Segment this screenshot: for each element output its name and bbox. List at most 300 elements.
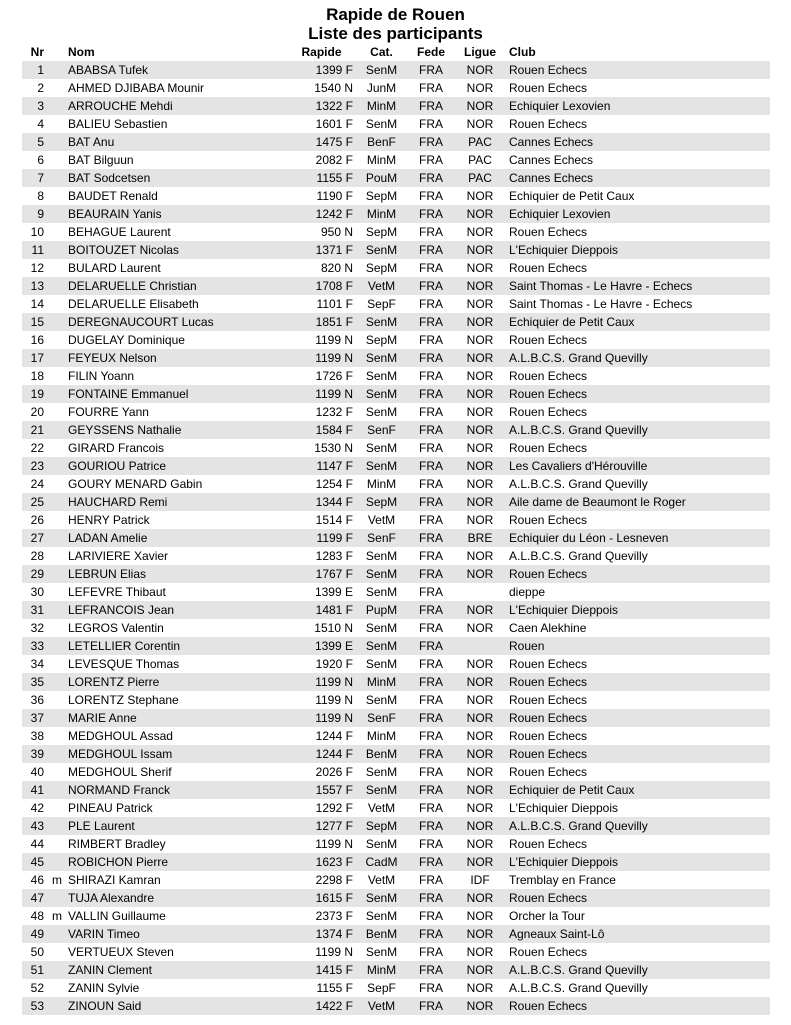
cell-ligue: NOR (452, 691, 508, 709)
cell-mark (44, 259, 68, 277)
cell-nr: 26 (22, 511, 44, 529)
cell-fede: FRA (410, 493, 452, 511)
table-row (22, 979, 770, 997)
cell-club: Agneaux Saint-Lô (508, 925, 770, 943)
cell-nom: ARROUCHE Mehdi (68, 97, 290, 115)
cell-mark (44, 997, 68, 1015)
cell-rapide: 1415 F (290, 961, 353, 979)
cell-rapide: 2082 F (290, 151, 353, 169)
cell-rapide: 1708 F (290, 277, 353, 295)
cell-rapide: 1283 F (290, 547, 353, 565)
cell-nom: LETELLIER Corentin (68, 637, 290, 655)
cell-cat: MinM (353, 961, 410, 979)
cell-fede: FRA (410, 205, 452, 223)
cell-cat: SenM (353, 691, 410, 709)
cell-rapide: 1920 F (290, 655, 353, 673)
cell-mark (44, 727, 68, 745)
cell-cat: SenM (353, 619, 410, 637)
cell-rapide: 820 N (290, 259, 353, 277)
table-row (22, 547, 770, 565)
cell-fede: FRA (410, 853, 452, 871)
cell-ligue: NOR (452, 799, 508, 817)
cell-nom: PINEAU Patrick (68, 799, 290, 817)
cell-cat: BenF (353, 133, 410, 151)
cell-cat: MinM (353, 475, 410, 493)
cell-rapide: 2026 F (290, 763, 353, 781)
cell-nr: 25 (22, 493, 44, 511)
table-row (22, 331, 770, 349)
cell-rapide: 1584 F (290, 421, 353, 439)
cell-ligue: NOR (452, 565, 508, 583)
cell-nom: GOURIOU Patrice (68, 457, 290, 475)
cell-rapide: 1155 F (290, 169, 353, 187)
cell-club: Cannes Echecs (508, 151, 770, 169)
cell-nom: LARIVIERE Xavier (68, 547, 290, 565)
cell-club: Rouen Echecs (508, 565, 770, 583)
cell-nom: FEYEUX Nelson (68, 349, 290, 367)
cell-club: Rouen Echecs (508, 997, 770, 1015)
cell-ligue: NOR (452, 349, 508, 367)
cell-nr: 4 (22, 115, 44, 133)
cell-fede: FRA (410, 259, 452, 277)
cell-cat: MinM (353, 151, 410, 169)
cell-nr: 53 (22, 997, 44, 1015)
cell-ligue: NOR (452, 295, 508, 313)
cell-nr: 9 (22, 205, 44, 223)
cell-mark (44, 313, 68, 331)
cell-club: Rouen Echecs (508, 745, 770, 763)
cell-nom: HAUCHARD Remi (68, 493, 290, 511)
cell-ligue: NOR (452, 997, 508, 1015)
cell-rapide: 1540 N (290, 79, 353, 97)
cell-nom: AHMED DJIBABA Mounir (68, 79, 290, 97)
cell-cat: SenM (353, 655, 410, 673)
cell-nom: MEDGHOUL Issam (68, 745, 290, 763)
cell-rapide: 1199 N (290, 349, 353, 367)
cell-rapide: 1199 N (290, 835, 353, 853)
table-row (22, 205, 770, 223)
cell-rapide: 1244 F (290, 727, 353, 745)
cell-nom: RIMBERT Bradley (68, 835, 290, 853)
cell-ligue: NOR (452, 781, 508, 799)
table-row (22, 583, 770, 601)
cell-club: Rouen Echecs (508, 673, 770, 691)
cell-rapide: 950 N (290, 223, 353, 241)
cell-ligue: NOR (452, 241, 508, 259)
cell-club: Tremblay en France (508, 871, 770, 889)
cell-ligue: NOR (452, 331, 508, 349)
cell-rapide: 1147 F (290, 457, 353, 475)
cell-ligue: NOR (452, 853, 508, 871)
cell-fede: FRA (410, 961, 452, 979)
cell-cat: MinM (353, 727, 410, 745)
cell-nom: BEAURAIN Yanis (68, 205, 290, 223)
cell-fede: FRA (410, 925, 452, 943)
cell-nom: LEFEVRE Thibaut (68, 583, 290, 601)
cell-fede: FRA (410, 133, 452, 151)
cell-rapide: 1199 F (290, 529, 353, 547)
cell-ligue: NOR (452, 439, 508, 457)
cell-ligue: NOR (452, 457, 508, 475)
cell-rapide: 2298 F (290, 871, 353, 889)
cell-club: Rouen Echecs (508, 403, 770, 421)
cell-rapide: 1155 F (290, 979, 353, 997)
cell-nom: GOURY MENARD Gabin (68, 475, 290, 493)
cell-nr: 14 (22, 295, 44, 313)
table-row (22, 223, 770, 241)
cell-club: Rouen Echecs (508, 709, 770, 727)
cell-club: Rouen Echecs (508, 835, 770, 853)
table-row (22, 619, 770, 637)
cell-club: A.L.B.C.S. Grand Quevilly (508, 547, 770, 565)
cell-club: Rouen Echecs (508, 367, 770, 385)
table-row (22, 763, 770, 781)
cell-nom: DELARUELLE Christian (68, 277, 290, 295)
table-row (22, 727, 770, 745)
cell-nom: ZANIN Clement (68, 961, 290, 979)
cell-fede: FRA (410, 727, 452, 745)
cell-fede: FRA (410, 241, 452, 259)
table-row (22, 907, 770, 925)
cell-fede: FRA (410, 781, 452, 799)
cell-ligue (452, 583, 508, 601)
cell-ligue: NOR (452, 709, 508, 727)
cell-club: Echiquier de Petit Caux (508, 187, 770, 205)
cell-nom: MEDGHOUL Assad (68, 727, 290, 745)
cell-ligue: NOR (452, 187, 508, 205)
cell-mark (44, 889, 68, 907)
cell-ligue: NOR (452, 673, 508, 691)
cell-nr: 22 (22, 439, 44, 457)
table-row (22, 817, 770, 835)
cell-rapide: 1254 F (290, 475, 353, 493)
table-row (22, 835, 770, 853)
cell-fede: FRA (410, 421, 452, 439)
table-row (22, 259, 770, 277)
cell-fede: FRA (410, 601, 452, 619)
col-header-nr: Nr (30, 45, 44, 59)
cell-nom: BALIEU Sebastien (68, 115, 290, 133)
cell-nr: 32 (22, 619, 44, 637)
cell-rapide: 1399 E (290, 583, 353, 601)
cell-club: Echiquier Lexovien (508, 205, 770, 223)
cell-rapide: 1530 N (290, 439, 353, 457)
cell-fede: FRA (410, 115, 452, 133)
cell-mark (44, 835, 68, 853)
cell-nom: BULARD Laurent (68, 259, 290, 277)
cell-rapide: 1292 F (290, 799, 353, 817)
cell-mark (44, 583, 68, 601)
cell-cat: SepM (353, 493, 410, 511)
cell-rapide: 1481 F (290, 601, 353, 619)
cell-nr: 10 (22, 223, 44, 241)
cell-ligue: NOR (452, 79, 508, 97)
cell-cat: SenM (353, 781, 410, 799)
cell-nr: 43 (22, 817, 44, 835)
cell-cat: JunM (353, 79, 410, 97)
cell-nr: 24 (22, 475, 44, 493)
cell-nr: 15 (22, 313, 44, 331)
cell-fede: FRA (410, 349, 452, 367)
cell-club: Echiquier de Petit Caux (508, 313, 770, 331)
cell-fede: FRA (410, 871, 452, 889)
table-row (22, 961, 770, 979)
cell-rapide: 1344 F (290, 493, 353, 511)
cell-club: Orcher la Tour (508, 907, 770, 925)
table-row (22, 61, 770, 79)
cell-nom: DEREGNAUCOURT Lucas (68, 313, 290, 331)
table-row (22, 169, 770, 187)
cell-club: L'Echiquier Dieppois (508, 853, 770, 871)
cell-nr: 1 (22, 61, 44, 79)
cell-nr: 12 (22, 259, 44, 277)
cell-nr: 37 (22, 709, 44, 727)
cell-club: Echiquier de Petit Caux (508, 781, 770, 799)
table-row (22, 349, 770, 367)
cell-nr: 17 (22, 349, 44, 367)
cell-mark (44, 619, 68, 637)
table-row (22, 79, 770, 97)
cell-cat: SenM (353, 835, 410, 853)
table-row (22, 529, 770, 547)
cell-nr: 40 (22, 763, 44, 781)
cell-ligue: NOR (452, 655, 508, 673)
table-row (22, 997, 770, 1015)
cell-mark (44, 943, 68, 961)
cell-nr: 33 (22, 637, 44, 655)
cell-club: Rouen Echecs (508, 115, 770, 133)
cell-rapide: 1199 N (290, 709, 353, 727)
cell-nom: LEBRUN Elias (68, 565, 290, 583)
table-row (22, 457, 770, 475)
cell-cat: SenM (353, 943, 410, 961)
cell-nom: BAT Anu (68, 133, 290, 151)
cell-ligue: IDF (452, 871, 508, 889)
cell-cat: VetM (353, 997, 410, 1015)
cell-cat: SenF (353, 709, 410, 727)
cell-nom: LEVESQUE Thomas (68, 655, 290, 673)
cell-club: dieppe (508, 583, 770, 601)
cell-ligue: NOR (452, 61, 508, 79)
cell-fede: FRA (410, 403, 452, 421)
cell-mark (44, 169, 68, 187)
cell-cat: SepM (353, 187, 410, 205)
cell-nom: LEFRANCOIS Jean (68, 601, 290, 619)
table-row (22, 511, 770, 529)
table-row (22, 493, 770, 511)
cell-mark (44, 493, 68, 511)
cell-cat: SenM (353, 583, 410, 601)
cell-fede: FRA (410, 331, 452, 349)
cell-ligue: NOR (452, 889, 508, 907)
cell-ligue: NOR (452, 979, 508, 997)
cell-rapide: 1615 F (290, 889, 353, 907)
cell-nom: MEDGHOUL Sherif (68, 763, 290, 781)
cell-nom: LORENTZ Stephane (68, 691, 290, 709)
cell-cat: MinM (353, 673, 410, 691)
page-subtitle: Liste des participants (308, 24, 483, 43)
cell-rapide: 1422 F (290, 997, 353, 1015)
cell-ligue: NOR (452, 601, 508, 619)
cell-fede: FRA (410, 943, 452, 961)
cell-mark (44, 421, 68, 439)
cell-cat: VetM (353, 511, 410, 529)
cell-club: Rouen Echecs (508, 259, 770, 277)
cell-nr: 28 (22, 547, 44, 565)
cell-ligue: PAC (452, 151, 508, 169)
col-header-ligue: Ligue (464, 45, 496, 59)
cell-cat: SepM (353, 817, 410, 835)
cell-nr: 48 (22, 907, 44, 925)
cell-nr: 44 (22, 835, 44, 853)
cell-ligue: NOR (452, 313, 508, 331)
header (0, 0, 791, 43)
cell-nom: ROBICHON Pierre (68, 853, 290, 871)
participants-table (22, 43, 770, 1015)
cell-fede: FRA (410, 475, 452, 493)
cell-nom: FONTAINE Emmanuel (68, 385, 290, 403)
cell-nom: VALLIN Guillaume (68, 907, 290, 925)
cell-ligue: NOR (452, 97, 508, 115)
cell-nr: 31 (22, 601, 44, 619)
cell-fede: FRA (410, 979, 452, 997)
cell-rapide: 1514 F (290, 511, 353, 529)
cell-rapide: 1244 F (290, 745, 353, 763)
cell-nr: 8 (22, 187, 44, 205)
cell-nr: 11 (22, 241, 44, 259)
cell-rapide: 1199 N (290, 385, 353, 403)
cell-nom: LORENTZ Pierre (68, 673, 290, 691)
table-row (22, 421, 770, 439)
cell-mark (44, 601, 68, 619)
cell-cat: SenM (353, 403, 410, 421)
cell-rapide: 1232 F (290, 403, 353, 421)
cell-club: A.L.B.C.S. Grand Quevilly (508, 475, 770, 493)
cell-club: A.L.B.C.S. Grand Quevilly (508, 817, 770, 835)
cell-fede: FRA (410, 277, 452, 295)
cell-nr: 49 (22, 925, 44, 943)
cell-cat: SepF (353, 979, 410, 997)
cell-club: L'Echiquier Dieppois (508, 241, 770, 259)
table-row (22, 241, 770, 259)
cell-ligue: NOR (452, 259, 508, 277)
cell-mark (44, 349, 68, 367)
cell-mark (44, 205, 68, 223)
cell-ligue: NOR (452, 493, 508, 511)
cell-mark (44, 439, 68, 457)
cell-fede: FRA (410, 367, 452, 385)
cell-mark (44, 511, 68, 529)
cell-ligue (452, 637, 508, 655)
cell-club: Rouen Echecs (508, 61, 770, 79)
cell-fede: FRA (410, 763, 452, 781)
cell-ligue: NOR (452, 421, 508, 439)
cell-fede: FRA (410, 385, 452, 403)
cell-club: Rouen Echecs (508, 79, 770, 97)
cell-club: Rouen Echecs (508, 439, 770, 457)
table-row (22, 187, 770, 205)
cell-nom: FILIN Yoann (68, 367, 290, 385)
cell-rapide: 1242 F (290, 205, 353, 223)
cell-ligue: NOR (452, 907, 508, 925)
cell-nom: DUGELAY Dominique (68, 331, 290, 349)
cell-ligue: NOR (452, 511, 508, 529)
cell-cat: SenF (353, 529, 410, 547)
cell-mark (44, 799, 68, 817)
cell-mark (44, 403, 68, 421)
cell-fede: FRA (410, 745, 452, 763)
cell-nr: 3 (22, 97, 44, 115)
cell-fede: FRA (410, 673, 452, 691)
cell-nom: ZINOUN Said (68, 997, 290, 1015)
cell-mark (44, 961, 68, 979)
table-row (22, 925, 770, 943)
cell-mark (44, 475, 68, 493)
cell-cat: SenM (353, 367, 410, 385)
cell-club: Rouen Echecs (508, 691, 770, 709)
cell-rapide: 1399 F (290, 61, 353, 79)
cell-mark (44, 565, 68, 583)
cell-nr: 47 (22, 889, 44, 907)
cell-mark (44, 97, 68, 115)
cell-rapide: 1190 F (290, 187, 353, 205)
col-header-nom: Nom (68, 45, 95, 59)
cell-nom: SHIRAZI Kamran (68, 871, 290, 889)
cell-mark (44, 979, 68, 997)
cell-club: Cannes Echecs (508, 169, 770, 187)
cell-nom: VERTUEUX Steven (68, 943, 290, 961)
cell-cat: SenM (353, 385, 410, 403)
table-row (22, 295, 770, 313)
cell-nr: 50 (22, 943, 44, 961)
cell-nom: LADAN Amelie (68, 529, 290, 547)
cell-club: Cannes Echecs (508, 133, 770, 151)
col-header-club: Club (509, 45, 536, 59)
cell-cat: BenM (353, 745, 410, 763)
cell-club: Rouen Echecs (508, 223, 770, 241)
table-row (22, 313, 770, 331)
cell-mark (44, 691, 68, 709)
cell-fede: FRA (410, 637, 452, 655)
cell-cat: SenM (353, 439, 410, 457)
cell-ligue: NOR (452, 475, 508, 493)
cell-rapide: 1374 F (290, 925, 353, 943)
cell-fede: FRA (410, 529, 452, 547)
cell-mark (44, 763, 68, 781)
col-header-fede: Fede (416, 45, 445, 59)
cell-ligue: NOR (452, 763, 508, 781)
cell-mark (44, 547, 68, 565)
cell-nr: 29 (22, 565, 44, 583)
cell-club: Echiquier du Léon - Lesneven (508, 529, 770, 547)
table-body (22, 61, 770, 1015)
cell-fede: FRA (410, 655, 452, 673)
cell-mark: m (44, 871, 68, 889)
cell-ligue: PAC (452, 169, 508, 187)
cell-nom: ABABSA Tufek (68, 61, 290, 79)
cell-mark (44, 223, 68, 241)
cell-rapide: 1726 F (290, 367, 353, 385)
cell-ligue: NOR (452, 367, 508, 385)
table-row (22, 799, 770, 817)
cell-cat: SenM (353, 637, 410, 655)
cell-nr: 23 (22, 457, 44, 475)
cell-cat: SenM (353, 763, 410, 781)
cell-fede: FRA (410, 907, 452, 925)
cell-mark (44, 187, 68, 205)
cell-mark (44, 925, 68, 943)
cell-nr: 36 (22, 691, 44, 709)
